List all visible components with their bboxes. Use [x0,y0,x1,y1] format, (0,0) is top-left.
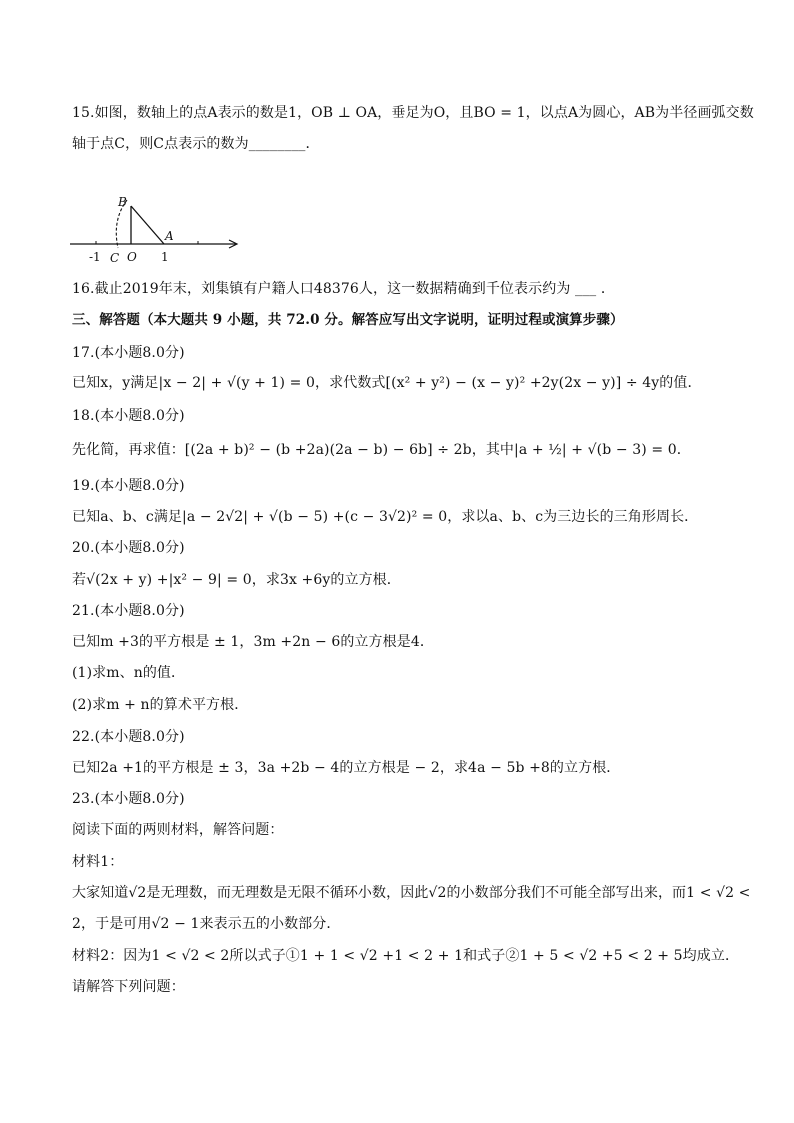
q22-header: 22.(本小题8.0分) [72,729,185,745]
label-1: 1 [161,250,169,264]
q15-line2: 轴于点C，则C点表示的数为________． [72,136,320,152]
label-neg1: -1 [89,250,101,264]
q23-intro: 阅读下面的两则材料，解答问题： [72,822,284,838]
q23-header: 23.(本小题8.0分) [72,791,185,807]
number-line-figure [68,192,248,268]
q17-header: 17.(本小题8.0分) [72,345,185,361]
q19-header: 19.(本小题8.0分) [72,478,185,494]
q18-header: 18.(本小题8.0分) [72,408,185,424]
label-A: A [165,229,174,243]
q20-text: 若√(2x + y) +|x² − 9| = 0，求3x +6y的立方根． [72,572,401,588]
q21-part1: (1)求m、n的值． [72,665,186,681]
label-B: B [118,195,127,209]
q18-text: 先化简，再求值：[(2a + b)² − (b +2a)(2a − b) − 6b] ÷ 2b，其中|a + ½| + √(b − 3) = 0． [72,442,691,458]
q23-material1-title: 材料1： [72,854,124,870]
label-C: C [110,251,120,265]
q23-material1-line2: 2，于是可用√2 − 1来表示五的小数部分． [72,916,341,932]
q23-material1-line1: 大家知道√2是无理数，而无理数是无限不循环小数，因此√2的小数部分我们不可能全部写出来，而1 < √2 < [72,885,751,901]
q17-text: 已知x，y满足|x − 2| + √(y + 1) = 0，求代数式[(x² + y²) − (x − y)² +2y(2x − y)] ÷ 4y的值． [72,375,702,391]
label-O: O [127,250,137,264]
q15-line1: 15.如图，数轴上的点A表示的数是1，OB ⊥ OA，垂足为O，且BO = 1，以点A为圆心，AB为半径画弧交数 [72,105,754,121]
q21-text: 已知m +3的平方根是 ± 1，3m +2n − 6的立方根是4． [72,634,434,650]
q23-ask: 请解答下列问题： [72,979,185,995]
q19-text: 已知a、b、c满足|a − 2√2| + √(b − 5) +(c − 3√2)² = 0，求以a、b、c为三边长的三角形周长． [72,509,699,525]
q21-part2: (2)求m + n的算术平方根． [72,697,249,713]
q22-text: 已知2a +1的平方根是 ± 3，3a +2b − 4的立方根是 − 2，求4a − 5b +8的立方根． [72,760,621,776]
q16-line1: 16.截止2019年末，刘集镇有户籍人口48376人，这一数据精确到千位表示约为 ___ ． [72,281,615,297]
q20-header: 20.(本小题8.0分) [72,540,185,556]
q23-material2: 材料2：因为1 < √2 < 2所以式子①1 + 1 < √2 +1 < 2 + 1和式子②1 + 5 < √2 +5 < 2 + 5均成立． [72,948,740,964]
q21-header: 21.(本小题8.0分) [72,603,185,619]
segment-AB [131,206,164,244]
section-3-title: 三、解答题（本大题共 9 小题，共 72.0 分。解答应写出文字说明，证明过程或演算步骤） [72,312,624,328]
